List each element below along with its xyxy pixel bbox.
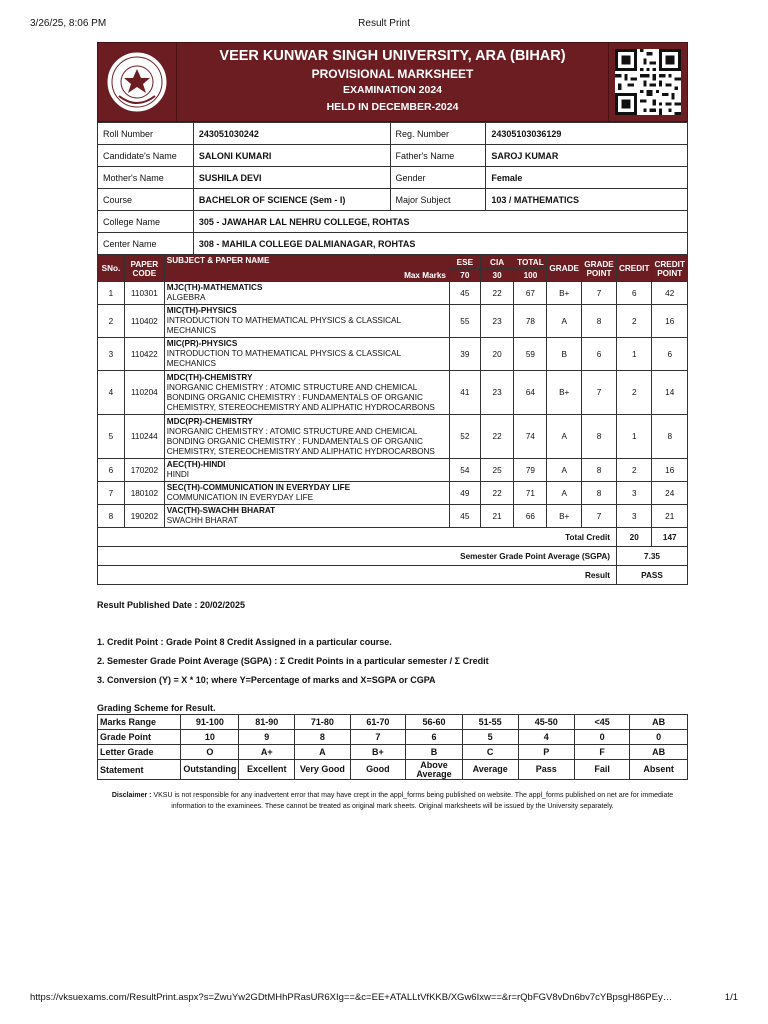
total-credit-value: 20 [616, 528, 651, 547]
center-label: Center Name [98, 233, 194, 255]
cell-cia: 23 [480, 371, 514, 415]
cell-sno: 5 [98, 415, 125, 459]
cell-subject [164, 371, 449, 415]
major-label: Major Subject [390, 189, 486, 211]
banner [97, 42, 688, 122]
grading-title: Grading Scheme for Result. [97, 703, 216, 713]
disclaimer-label: Disclaimer : [111, 792, 152, 799]
cell-ese: 45 [449, 282, 480, 305]
course-label: Course [98, 189, 194, 211]
sgpa-row [98, 547, 688, 566]
sgpa-value: 7.35 [616, 547, 687, 566]
col-credit: CREDIT [616, 256, 651, 282]
sheet-title: PROVISIONAL MARKSHEET [311, 67, 474, 81]
cell-grade-point: 8 [582, 415, 617, 459]
cell-subject [164, 282, 449, 305]
grading-cell: AB [630, 745, 688, 760]
cell-credit-point: 6 [652, 338, 688, 371]
print-page-number: 1/1 [724, 992, 738, 1003]
total-credit-point-value: 147 [652, 528, 688, 547]
grading-cell: B+ [350, 745, 406, 760]
college-value: 305 - JAWAHAR LAL NEHRU COLLEGE, ROHTAS [193, 211, 687, 233]
cell-grade-point: 8 [582, 482, 617, 505]
cell-credit-point: 14 [652, 371, 688, 415]
held-date: HELD IN DECEMBER-2024 [326, 101, 459, 113]
col-max-marks: Max Marks [404, 271, 446, 280]
grading-cell: Fail [574, 760, 629, 780]
grading-cell: 0 [574, 730, 629, 745]
cell-credit: 2 [616, 459, 651, 482]
grading-row [98, 730, 688, 745]
cell-total: 71 [514, 482, 547, 505]
cell-ese: 52 [449, 415, 480, 459]
grading-cell: C [462, 745, 518, 760]
cell-paper-code: 110422 [124, 338, 164, 371]
cell-grade-point: 8 [582, 459, 617, 482]
grading-cell: 5 [462, 730, 518, 745]
cell-subject [164, 338, 449, 371]
subject-title: MDC(TH)-CHEMISTRY [166, 372, 253, 382]
grading-row [98, 760, 688, 780]
marksheet [97, 42, 688, 585]
mother-value: SUSHILA DEVI [193, 167, 390, 189]
total-credit-row [98, 528, 688, 547]
cell-paper-code: 110301 [124, 282, 164, 305]
cell-grade: B [547, 338, 582, 371]
gender-value: Female [486, 167, 688, 189]
result-value: PASS [616, 566, 687, 585]
info-row [98, 189, 688, 211]
grading-row-label: Marks Range [98, 715, 181, 730]
cell-credit-point: 16 [652, 459, 688, 482]
cell-grade-point: 8 [582, 305, 617, 338]
cell-paper-code: 180102 [124, 482, 164, 505]
cell-total: 74 [514, 415, 547, 459]
paper-name: COMMUNICATION IN EVERYDAY LIFE [166, 493, 314, 502]
marks-row [98, 371, 688, 415]
grading-cell: 61-70 [350, 715, 406, 730]
col-cia: CIA [480, 256, 514, 269]
cell-total: 59 [514, 338, 547, 371]
col-subject [164, 256, 449, 282]
print-url: https://vksuexams.com/ResultPrint.aspx?s=ZwuYw2GDtMHhPRasUR6XIg==&c=EE+ATALLtVfKKB/XGw6Ixw==&r=rQbFGV8vDn6bv7cYBpsgH86PEy… [30, 992, 673, 1003]
grading-cell: A+ [239, 745, 295, 760]
cell-ese: 55 [449, 305, 480, 338]
grading-cell: Average [462, 760, 518, 780]
cell-sno: 1 [98, 282, 125, 305]
cell-cia: 23 [480, 305, 514, 338]
cell-paper-code: 110402 [124, 305, 164, 338]
grading-row-label: Grade Point [98, 730, 181, 745]
center-value: 308 - MAHILA COLLEGE DALMIANAGAR, ROHTAS [193, 233, 687, 255]
cell-paper-code: 170202 [124, 459, 164, 482]
grading-cell: Above Average [406, 760, 463, 780]
grading-cell: Outstanding [181, 760, 239, 780]
grading-cell: 6 [406, 730, 463, 745]
university-name: VEER KUNWAR SINGH UNIVERSITY, ARA (BIHAR) [219, 48, 566, 64]
cell-grade: A [547, 482, 582, 505]
print-title: Result Print [358, 18, 410, 29]
cell-cia: 22 [480, 482, 514, 505]
note-sgpa: 2. Semester Grade Point Average (SGPA) : Σ Credit Points in a particular semester / Σ Credit [97, 656, 489, 666]
cell-sno: 4 [98, 371, 125, 415]
disclaimer [97, 790, 688, 812]
grading-cell: F [574, 745, 629, 760]
cell-grade-point: 6 [582, 338, 617, 371]
cell-sno: 3 [98, 338, 125, 371]
cell-total: 64 [514, 371, 547, 415]
cell-grade: B+ [547, 371, 582, 415]
cell-credit: 3 [616, 482, 651, 505]
cell-total: 79 [514, 459, 547, 482]
cell-paper-code: 110204 [124, 371, 164, 415]
col-ese: ESE [449, 256, 480, 269]
paper-name: ALGEBRA [166, 293, 206, 302]
col-grade-point: GRADE POINT [582, 256, 617, 282]
cell-grade: B+ [547, 505, 582, 528]
subject-title: MIC(TH)-PHYSICS [166, 306, 237, 315]
published-date: Result Published Date : 20/02/2025 [97, 600, 246, 610]
grading-cell: 7 [350, 730, 406, 745]
paper-name: INORGANIC CHEMISTRY : ATOMIC STRUCTURE AND CHEMICAL BONDING ORGANIC CHEMISTRY : FUNDAMENTALS OF ORGANIC CHEMISTRY, STEREOCHEMISTRY AND ALIPHATIC HYDROCARBONS [166, 382, 435, 412]
cell-paper-code: 190202 [124, 505, 164, 528]
gender-label: Gender [390, 167, 486, 189]
marks-row [98, 282, 688, 305]
grading-row-label: Statement [98, 760, 181, 780]
reg-label: Reg. Number [390, 123, 486, 145]
father-value: SAROJ KUMAR [486, 145, 688, 167]
cell-cia: 22 [480, 282, 514, 305]
grading-cell: AB [630, 715, 688, 730]
cell-grade: A [547, 459, 582, 482]
reg-value: 24305103036129 [486, 123, 688, 145]
note-credit-point: 1. Credit Point : Grade Point 8 Credit Assigned in a particular course. [97, 637, 392, 647]
cell-credit-point: 42 [652, 282, 688, 305]
cell-credit: 1 [616, 415, 651, 459]
grading-cell: O [181, 745, 239, 760]
grading-cell: Very Good [295, 760, 351, 780]
cell-credit: 1 [616, 338, 651, 371]
father-label: Father's Name [390, 145, 486, 167]
cell-paper-code: 110244 [124, 415, 164, 459]
paper-name: HINDI [166, 470, 190, 479]
marks-table [97, 255, 688, 585]
subject-title: SEC(TH)-COMMUNICATION IN EVERYDAY LIFE [166, 483, 351, 492]
cell-total: 67 [514, 282, 547, 305]
marks-row [98, 305, 688, 338]
grading-cell: A [295, 745, 351, 760]
subject-title: VAC(TH)-SWACHH BHARAT [166, 506, 276, 515]
cell-ese: 49 [449, 482, 480, 505]
paper-name: SWACHH BHARAT [166, 516, 238, 525]
marks-row [98, 459, 688, 482]
cell-sno: 2 [98, 305, 125, 338]
sgpa-label: Semester Grade Point Average (SGPA) [98, 547, 617, 566]
qr-code-icon [608, 43, 687, 121]
cell-subject [164, 482, 449, 505]
grading-cell: Pass [518, 760, 574, 780]
cell-credit: 2 [616, 305, 651, 338]
cell-credit: 3 [616, 505, 651, 528]
grading-row [98, 715, 688, 730]
col-paper-code: PAPER CODE [124, 256, 164, 282]
info-row [98, 233, 688, 255]
grading-cell: P [518, 745, 574, 760]
grading-row [98, 745, 688, 760]
grading-body [98, 715, 688, 780]
student-info-table [97, 122, 688, 255]
cell-ese: 45 [449, 505, 480, 528]
course-value: BACHELOR OF SCIENCE (Sem - I) [193, 189, 390, 211]
col-total: TOTAL [514, 256, 547, 269]
marks-row [98, 482, 688, 505]
grading-cell: Excellent [239, 760, 295, 780]
cell-credit: 2 [616, 371, 651, 415]
cell-credit: 6 [616, 282, 651, 305]
cell-grade: A [547, 415, 582, 459]
cell-subject [164, 505, 449, 528]
cell-total: 66 [514, 505, 547, 528]
result-row [98, 566, 688, 585]
subject-title: MJC(TH)-MATHEMATICS [166, 283, 263, 292]
cell-ese: 54 [449, 459, 480, 482]
marks-body [98, 282, 688, 528]
cell-subject [164, 305, 449, 338]
ese-max: 70 [449, 269, 480, 282]
grading-cell: 10 [181, 730, 239, 745]
cell-subject [164, 459, 449, 482]
subject-title: MDC(PR)-CHEMISTRY [166, 416, 253, 426]
name-value: SALONI KUMARI [193, 145, 390, 167]
marks-row [98, 505, 688, 528]
result-label: Result [98, 566, 617, 585]
grading-cell: 4 [518, 730, 574, 745]
grading-cell: Good [350, 760, 406, 780]
print-datetime: 3/26/25, 8:06 PM [30, 18, 107, 29]
university-logo-icon [98, 43, 177, 121]
cell-total: 78 [514, 305, 547, 338]
cell-ese: 39 [449, 338, 480, 371]
subject-title: MIC(PR)-PHYSICS [166, 339, 238, 348]
info-row [98, 145, 688, 167]
roll-value: 243051030242 [193, 123, 390, 145]
note-conversion: 3. Conversion (Y) = X * 10; where Y=Percentage of marks and X=SGPA or CGPA [97, 675, 436, 685]
cell-sno: 6 [98, 459, 125, 482]
paper-name: INORGANIC CHEMISTRY : ATOMIC STRUCTURE AND CHEMICAL BONDING ORGANIC CHEMISTRY : FUNDAMENTALS OF ORGANIC CHEMISTRY, STEREOCHEMISTRY AND ALIPHATIC HYDROCARBONS [166, 426, 435, 456]
paper-name: INTRODUCTION TO MATHEMATICAL PHYSICS & CLASSICAL MECHANICS [166, 316, 401, 335]
cell-cia: 22 [480, 415, 514, 459]
name-label: Candidate's Name [98, 145, 194, 167]
cell-grade: A [547, 305, 582, 338]
cell-credit-point: 24 [652, 482, 688, 505]
info-row [98, 211, 688, 233]
grading-cell: 91-100 [181, 715, 239, 730]
total-max: 100 [514, 269, 547, 282]
disclaimer-text: VKSU is not responsible for any inadvertent error that may have crept in the appl_forms being published on website. The appl_forms published on net are for immediate information to the examinees. These cannot be treated as original mark sheets. Original marksheets will be issued by the University separately. [153, 792, 674, 810]
grading-cell: <45 [574, 715, 629, 730]
roll-label: Roll Number [98, 123, 194, 145]
cell-grade: B+ [547, 282, 582, 305]
cell-sno: 8 [98, 505, 125, 528]
grading-cell: 81-90 [239, 715, 295, 730]
marks-row [98, 338, 688, 371]
cell-subject [164, 415, 449, 459]
cell-grade-point: 7 [582, 505, 617, 528]
grading-cell: Absent [630, 760, 688, 780]
print-footer [0, 992, 768, 1006]
cell-credit-point: 16 [652, 305, 688, 338]
cell-credit-point: 21 [652, 505, 688, 528]
grading-cell: 0 [630, 730, 688, 745]
grading-cell: B [406, 745, 463, 760]
cell-grade-point: 7 [582, 282, 617, 305]
major-value: 103 / MATHEMATICS [486, 189, 688, 211]
paper-name: INTRODUCTION TO MATHEMATICAL PHYSICS & CLASSICAL MECHANICS [166, 349, 401, 368]
col-grade: GRADE [547, 256, 582, 282]
total-credit-label: Total Credit [98, 528, 617, 547]
mother-label: Mother's Name [98, 167, 194, 189]
grading-cell: 71-80 [295, 715, 351, 730]
cell-sno: 7 [98, 482, 125, 505]
grading-cell: 56-60 [406, 715, 463, 730]
cell-cia: 21 [480, 505, 514, 528]
cell-grade-point: 7 [582, 371, 617, 415]
col-subject-label: SUBJECT & PAPER NAME [166, 256, 270, 265]
cell-cia: 20 [480, 338, 514, 371]
cia-max: 30 [480, 269, 514, 282]
subject-title: AEC(TH)-HINDI [166, 460, 226, 469]
grading-cell: 45-50 [518, 715, 574, 730]
cell-cia: 25 [480, 459, 514, 482]
grading-row-label: Letter Grade [98, 745, 181, 760]
grading-cell: 9 [239, 730, 295, 745]
cell-credit-point: 8 [652, 415, 688, 459]
grading-cell: 8 [295, 730, 351, 745]
marks-row [98, 415, 688, 459]
cell-ese: 41 [449, 371, 480, 415]
exam-title: EXAMINATION 2024 [343, 84, 442, 96]
grading-table [97, 714, 688, 780]
col-credit-point: CREDIT POINT [652, 256, 688, 282]
grading-cell: 51-55 [462, 715, 518, 730]
info-row [98, 123, 688, 145]
info-row [98, 167, 688, 189]
college-label: College Name [98, 211, 194, 233]
col-sno: SNo. [98, 256, 125, 282]
print-header [0, 18, 768, 32]
